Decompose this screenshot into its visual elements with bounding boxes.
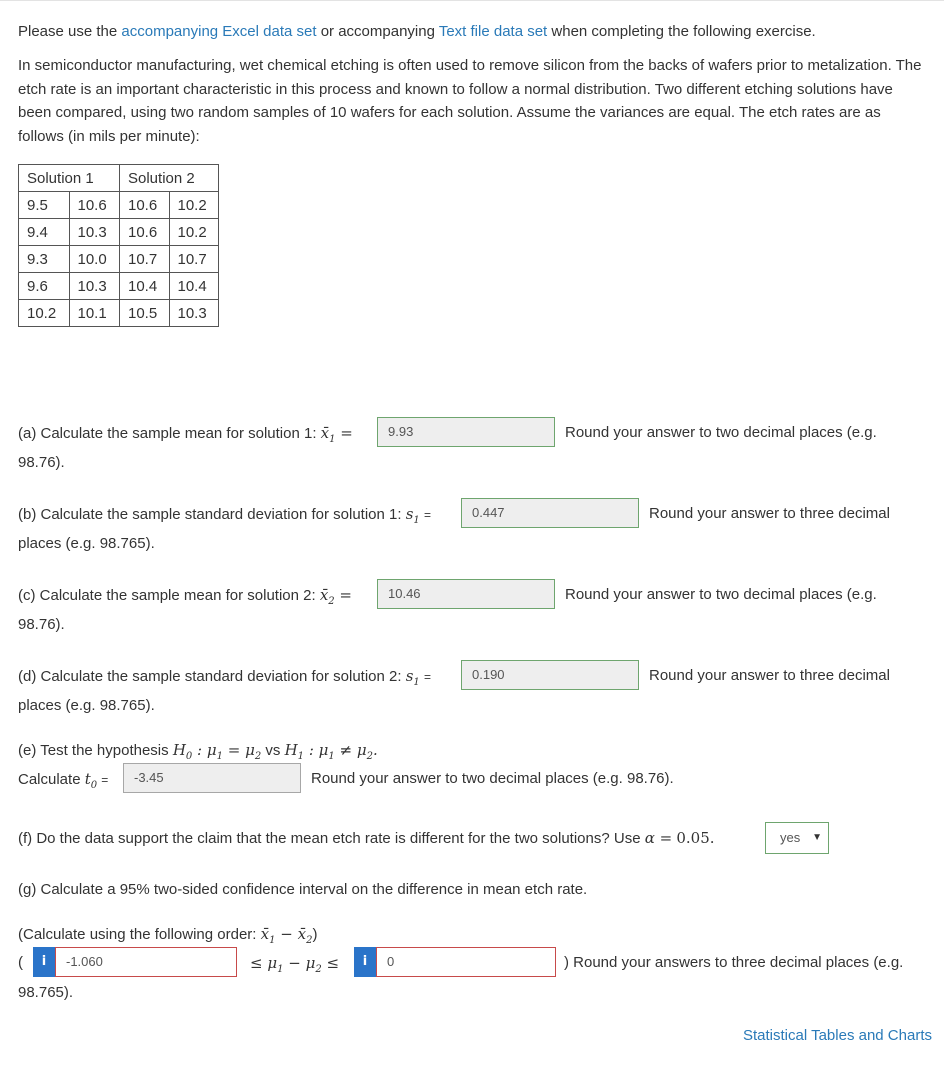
question-e-text: (e) Test the hypothesis — [18, 742, 173, 759]
null-hypothesis: $H_0$ : $\mu_1 = \mu_2$ — [172, 741, 262, 762]
question-c-label — [18, 585, 352, 612]
question-g-hint-cont: 98.765). — [18, 984, 74, 1001]
question-b-hint-cont: places (e.g. 98.765). — [18, 535, 155, 552]
table-row — [19, 246, 219, 273]
answer-b-input[interactable]: 0.447 — [461, 498, 639, 528]
table-cell: 10.1 — [69, 300, 120, 327]
table-cell: 10.5 — [120, 300, 170, 327]
answer-d-input[interactable]: 0.190 — [461, 660, 639, 690]
etch-rate-table — [18, 164, 219, 327]
intro-post: when completing the following exercise. — [547, 23, 816, 40]
t0-symbol: $t_0$ — [84, 770, 98, 791]
table-cell: 10.2 — [169, 192, 219, 219]
answer-e-input[interactable]: -3.45 — [123, 763, 301, 793]
text-file-data-link[interactable]: Text file data set — [438, 23, 548, 40]
question-f-label — [18, 828, 715, 849]
table-row — [19, 219, 219, 246]
question-g-hint: ) Round your answers to three decimal places (e.g. — [564, 954, 904, 971]
question-d-hint: Round your answer to three decimal — [649, 667, 890, 684]
table-cell: 10.2 — [19, 300, 70, 327]
answer-c-input[interactable]: 10.46 — [377, 579, 555, 609]
info-icon[interactable]: i — [354, 947, 376, 977]
question-b-label — [18, 504, 431, 531]
alpha-symbol: α = — [644, 829, 673, 847]
question-d-label — [18, 666, 431, 693]
question-d-text: (d) Calculate the sample standard deviation for solution 2: — [18, 668, 406, 685]
question-a-hint-cont: 98.76). — [18, 454, 65, 471]
question-b-text: (b) Calculate the sample standard deviation for solution 1: — [18, 506, 406, 523]
question-f-text: (f) Do the data support the claim that the mean etch rate is different for the two solutions? Use — [18, 830, 645, 847]
question-e-calc — [18, 769, 108, 796]
question-c-hint-cont: 98.76). — [18, 616, 65, 633]
table-row — [19, 300, 219, 327]
order-text: (Calculate using the following order: — [18, 926, 261, 943]
answer-a-input[interactable]: 9.93 — [377, 417, 555, 447]
ci-upper-input[interactable]: 0 — [376, 947, 556, 977]
question-e-hint: Round your answer to two decimal places (e.g. 98.76). — [311, 770, 674, 787]
chevron-down-icon: ▼ — [812, 832, 822, 843]
header-solution-2: Solution 2 — [120, 165, 219, 192]
alpha-value: 0.05. — [676, 829, 715, 847]
vs-text: vs — [261, 742, 285, 759]
table-cell: 10.6 — [120, 219, 170, 246]
table-cell: 10.6 — [69, 192, 120, 219]
top-divider — [0, 0, 944, 1]
difference-symbol: $x̄_1$ − $x̄_2$ — [260, 925, 313, 946]
xbar2-symbol: $x̄_2$ = — [319, 586, 352, 607]
table-row — [19, 192, 219, 219]
question-b-hint: Round your answer to three decimal — [649, 505, 890, 522]
table-cell: 10.3 — [169, 300, 219, 327]
intro-mid: or accompanying — [316, 23, 439, 40]
header-solution-1: Solution 1 — [19, 165, 120, 192]
table-cell: 10.3 — [69, 219, 120, 246]
equals-sign: = — [423, 508, 431, 522]
statistical-tables-link[interactable]: Statistical Tables and Charts — [743, 1027, 932, 1044]
ci-open-paren: ( — [18, 954, 23, 971]
table-cell: 10.6 — [120, 192, 170, 219]
table-cell: 10.4 — [120, 273, 170, 300]
intro-text — [18, 22, 816, 42]
s1-symbol: $s_1$ — [405, 505, 420, 526]
alt-hypothesis: $H_1$ : $\mu_1 \ne \mu_2$. — [284, 741, 378, 762]
info-icon[interactable]: i — [33, 947, 55, 977]
table-cell: 10.3 — [69, 273, 120, 300]
question-a-hint: Round your answer to two decimal places (e.g. — [565, 424, 877, 441]
table-cell: 9.3 — [19, 246, 70, 273]
excel-data-link[interactable]: accompanying Excel data set — [121, 23, 317, 40]
table-cell: 9.6 — [19, 273, 70, 300]
question-a-label — [18, 423, 353, 450]
table-cell: 10.2 — [169, 219, 219, 246]
table-header-row — [19, 165, 219, 192]
question-c-text: (c) Calculate the sample mean for solution 2: — [18, 587, 320, 604]
question-d-hint-cont: places (e.g. 98.765). — [18, 697, 155, 714]
xbar1-symbol: $x̄_1$ = — [320, 424, 353, 445]
intro-pre: Please use the — [18, 23, 122, 40]
table-row — [19, 273, 219, 300]
question-a-text: (a) Calculate the sample mean for solution 1: — [18, 425, 321, 442]
table-cell: 10.7 — [120, 246, 170, 273]
calc-text: Calculate — [18, 771, 85, 788]
equals-sign: = — [101, 773, 109, 787]
ci-inequality: ≤ $\mu_1 - \mu_2$ ≤ — [250, 954, 340, 975]
s2-symbol: $s_1$ — [405, 667, 420, 688]
table-cell: 9.4 — [19, 219, 70, 246]
problem-statement: In semiconductor manufacturing, wet chemical etching is often used to remove silicon from the backs of wafers prior to metalization. The etch rate is an important characteristic in this process and known to follow a normal distribution. Two different etching solutions have been compared, using two random samples of 10 wafers for each solution. Assume the variances are equal. The etch rates are as follows (in mils per minute): — [18, 57, 922, 145]
select-value: yes — [780, 830, 801, 845]
table-cell: 10.0 — [69, 246, 120, 273]
table-cell: 10.4 — [169, 273, 219, 300]
question-c-hint: Round your answer to two decimal places (e.g. — [565, 586, 877, 603]
table-cell: 9.5 — [19, 192, 70, 219]
ci-lower-input[interactable]: -1.060 — [55, 947, 237, 977]
table-cell: 10.7 — [169, 246, 219, 273]
close-paren: ) — [312, 926, 318, 943]
equals-sign: = — [423, 670, 431, 684]
answer-f-select[interactable] — [765, 822, 829, 854]
question-g-label: (g) Calculate a 95% two-sided confidence interval on the difference in mean etch rate. — [18, 881, 588, 898]
